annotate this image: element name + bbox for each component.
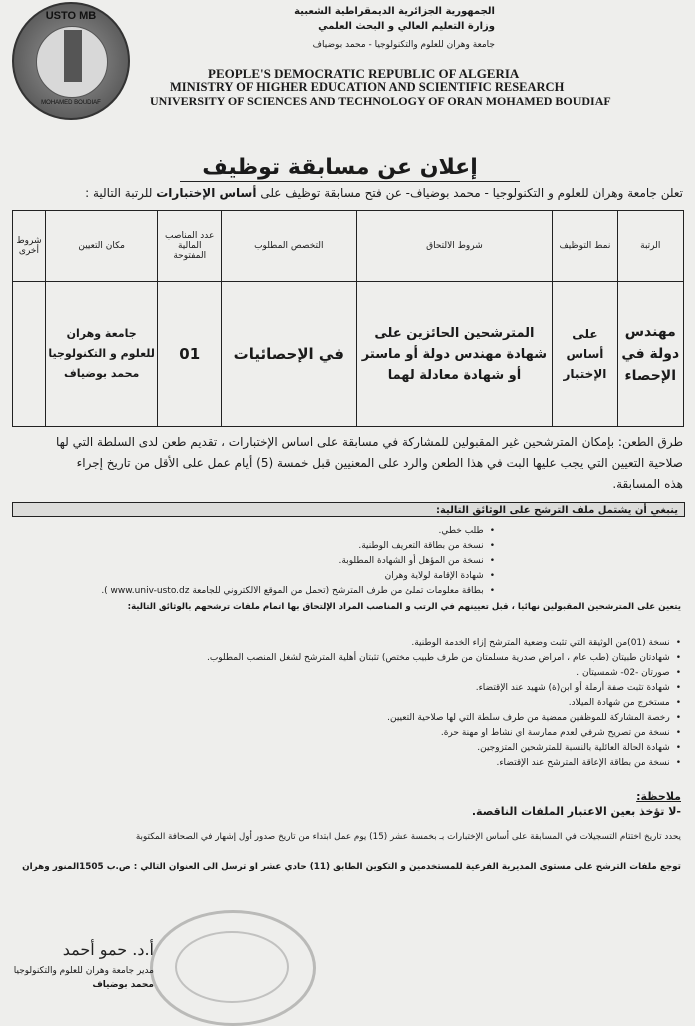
list-item: • مستخرج من شهادة الميلاد. [207,696,681,711]
stamp-inner-ring [175,931,289,1003]
table-cell-location: جامعة وهران للعلوم و التكنولوجيا محمد بوضياف [45,282,157,427]
notes-line-3: توجع ملفات الترشح على مستوى المديرية الفرعية للمستخدمين و التكوين الطابق (11) حادي عشر او ترسل الى العنوان التالي : ص.ب 1505المنور وهران [22,862,681,872]
header-ar-line-3: جامعة وهران للعلوم والتكنولوجيا - محمد بوضياف [312,40,495,50]
accepted-docs-heading: يتعين على المترشحين المقبولين نهائيا ، قبل تعيينهم في الرتب و المناصب المراد الإلتحاق بها اتمام ملفات ترشحهم بالوثائق التالية: [127,602,681,612]
page-title: إعلان عن مسابقة توظيف [202,155,478,180]
table-header-cell: التخصص المطلوب [222,211,356,282]
table-cell-positions-count: 01 [158,282,222,427]
positions-table [12,210,684,427]
table-header-cell: الرتبة [617,211,683,282]
table-header-cell: عدد المناصب المالية المفتوحة [158,211,222,282]
header-en-line-2: MINISTRY OF HIGHER EDUCATION AND SCIENTIFIC RESEARCH [170,80,565,94]
header-en-line-3: UNIVERSITY OF SCIENCES AND TECHNOLOGY OF ORAN MOHAMED BOUDIAF [150,94,611,108]
official-stamp [150,910,316,1026]
required-docs-list [101,524,495,599]
header-ar-line-1: الجمهورية الجزائرية الديمقراطية الشعبية [294,6,495,17]
list-item: • نسخة من المؤهل أو الشهادة المطلوبة. [101,554,495,569]
list-item: • نسخة من تصريح شرفي لعدم ممارسة اي نشاط او مهنة حرة. [207,726,681,741]
table-cell-mode: على أساس الإختبار [553,282,617,427]
list-item: • شهادتان طبيتان (طب عام ، امراض صدرية مسلمتان من طرف طبيب مختص) تثبتان أهلية المترشح لشغل المنصب المطلوب. [207,651,681,666]
list-item: • نسخة (01)من الوثيقة التي تثبت وضعية المترشح إزاء الخدمة الوطنية. [207,636,681,651]
list-item: • شهادة الإقامة لولاية وهران [101,569,495,584]
table-header-cell: شروط أخرى [13,211,46,282]
appeal-paragraph [8,432,683,495]
intro-bold: أساس الإختبارات [156,186,257,200]
list-item: • بطاقة معلومات تملئ من طرف المترشح (تحمل من الموقع الالكتروني للجامعة www.univ-usto.dz ). [101,584,495,599]
table-cell-specialty: في الإحصائيات [222,282,356,427]
table-cell-conditions: المترشحين الحائزين على شهادة مهندس دولة أو ماستر أو شهادة معادلة لهما [356,282,553,427]
signature-name: أ.د. حمو أحمد [62,940,154,959]
university-logo [12,2,130,120]
table-header-cell: نمط التوظيف [553,211,617,282]
list-item: • رخصة المشاركة للموظفين ممضية من طرف سلطة التي لها صلاحية التعيين. [207,711,681,726]
logo-building-icon [64,30,82,82]
appeal-line-3: هذه المسابقة. [612,477,683,491]
accepted-docs-list [207,636,681,771]
notes-line-1: -لا تؤخذ بعين الاعتبار الملفات الناقصة. [471,805,681,818]
logo-top-text: USTO MB [45,10,97,22]
signature-block [8,940,158,1020]
signature-subtitle: محمد بوضياف [92,980,154,990]
list-item: • شهادة تثبت صفة أرملة أو ابن(ة) شهيد عند الإقتضاء. [207,681,681,696]
header-ar-line-2: وزارة التعليم العالي و البحث العلمي [318,21,495,32]
table-header-row [13,211,684,282]
list-item: • صورتان -02- شمسيتان . [207,666,681,681]
table-cell-rank: مهندس دولة في الإحصاء [617,282,683,427]
table-header-cell: شروط الالتحاق [356,211,553,282]
appeal-line-2: صلاحية التعيين التي يجب عليها البت في هذا الطعن والرد على المعنيين قبل خمسة (5) أيام عمل على الأقل من تاريخ إجراء [76,456,683,470]
notes-line-2: يحدد تاريخ اختتام التسجيلات في المسابقة على أساس الإختبارات بـ بخمسة عشر (15) يوم عمل ابتداء من تاريخ صدور أول إشهار في الصحافة المكتوبة [135,832,681,842]
table-header-cell: مكان التعيين [45,211,157,282]
list-item: • شهادة الحالة العائلية بالنسبة للمترشحين المتزوجين. [207,741,681,756]
notes-label: ملاحظة: [636,790,681,803]
appeal-line-1: طرق الطعن: بإمكان المترشحين غير المقبولين للمشاركة في مسابقة على اساس الإختبارات ، تقديم طعن لدى السلطة التي لها [55,435,683,449]
intro-part-1: تعلن جامعة وهران للعلوم و التكنولوجيا - محمد بوضياف- عن فتح مسابقة توظيف على [260,186,683,200]
list-item: • طلب خطي. [101,524,495,539]
title-underline [180,181,520,182]
table-cell-other [13,282,46,427]
logo-bottom-text: MOHAMED BOUDIAF [41,100,101,106]
list-item: • نسخة من بطاقة الإعاقة المترشح عند الإقتضاء. [207,756,681,771]
signature-title: مدير جامعة وهران للعلوم والتكنولوجيا [13,966,154,976]
intro-part-2: للرتبة التالية : [85,186,153,200]
intro-text [85,186,683,200]
table-row [13,282,684,427]
required-docs-heading: ينبغي أن يشتمل ملف الترشح على الوثائق التالية: [12,502,685,517]
list-item: • نسخة من بطاقة التعريف الوطنية. [101,539,495,554]
header-en-line-1: PEOPLE'S DEMOCRATIC REPUBLIC OF ALGERIA [208,66,520,81]
